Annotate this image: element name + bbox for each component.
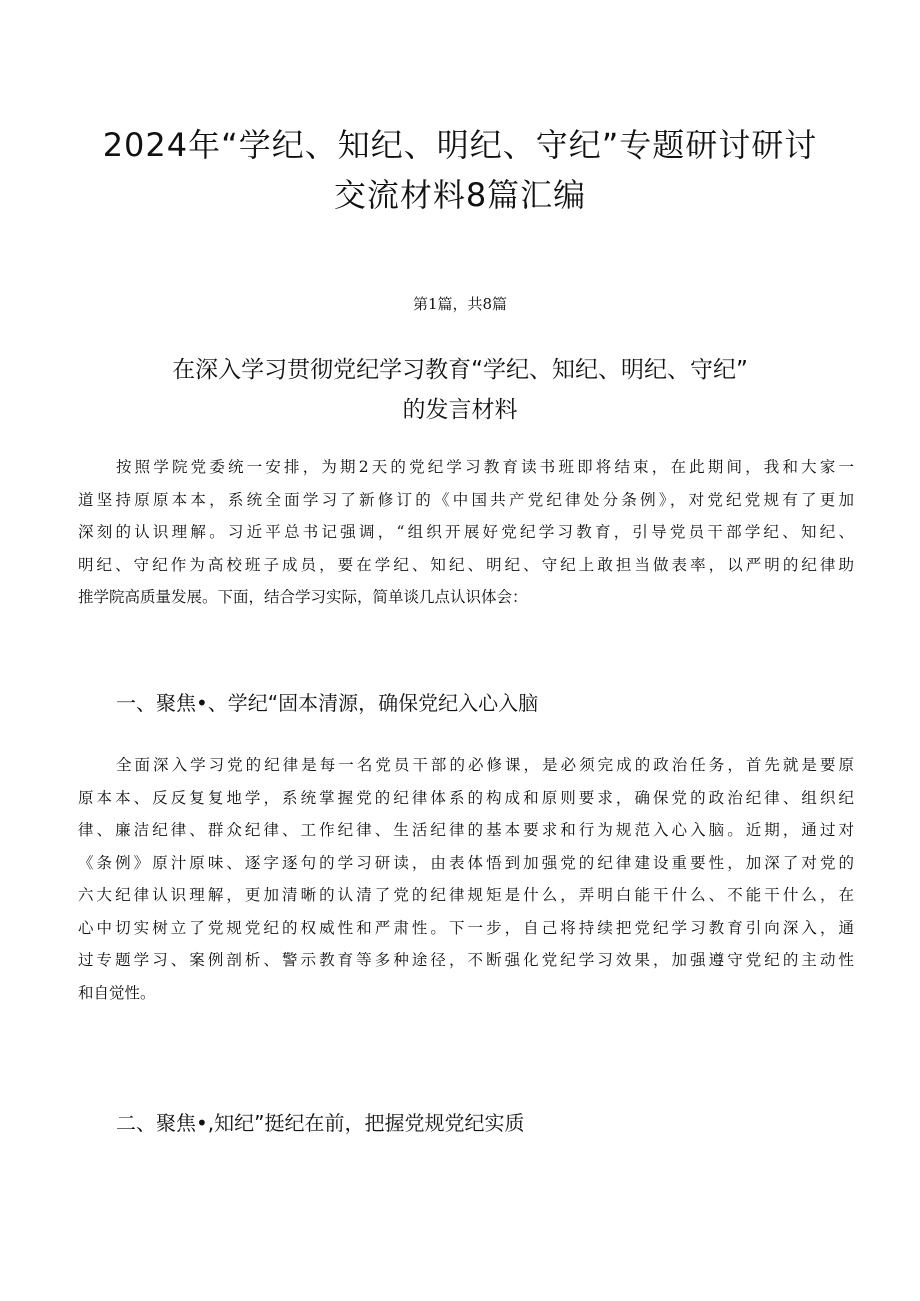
title-line-2: 交流材料8篇汇编 <box>333 176 587 214</box>
section-1-line-8: 和自觉性。 <box>78 983 156 1002</box>
section-1-line-5: 六大纪律认识理解，更加清晰的认清了党的纪律规矩是什么，弄明白能干什么、不能干什么，在 <box>78 886 854 904</box>
section-1-paragraph <box>78 749 854 1009</box>
section-1-line-6: 心中切实树立了党规党纪的权威性和严肃性。下一步，自己将持续把党纪学习教育引向深入，通 <box>78 918 854 937</box>
section-1-line-2: 原本本、反反复复地学，系统掌握党的纪律体系的构成和原则要求，确保党的政治纪律、组织纪 <box>78 788 854 807</box>
section-1-line-7: 过专题学习、案例剖析、警示教育等多种途径，不断强化党纪学习效果，加强遵守党纪的主动性 <box>78 951 854 969</box>
section-1-heading: 一、聚焦•、学纪“固本清源，确保党纪入心入脑 <box>116 691 539 715</box>
intro-line-5: 推学院高质量发展。下面，结合学习实际，简单谈几点认识体会： <box>78 588 528 606</box>
part-label: 第1篇，共8篇 <box>412 295 508 313</box>
article-subtitle <box>80 350 840 430</box>
intro-paragraph <box>78 451 854 614</box>
subtitle-line-1: 在深入学习贯彻党纪学习教育“学纪、知纪、明纪、守纪” <box>172 357 748 383</box>
section-1-line-1: 全面深入学习党的纪律是每一名党员干部的必修课，是必须完成的政治任务，首先就是要原 <box>116 756 854 774</box>
intro-line-1: 按照学院党委统一安排，为期2天的党纪学习教育读书班即将结束，在此期间，我和大家一 <box>116 458 854 476</box>
section-1-line-3: 律、廉洁纪律、群众纪律、工作纪律、生活纪律的基本要求和行为规范入心入脑。近期，通过对 <box>78 821 854 839</box>
intro-line-3: 深刻的认识理解。习近平总书记强调，“组织开展好党纪学习教育，引导党员干部学纪、知纪、 <box>78 523 854 541</box>
section-2-heading: 二、聚焦•,知纪”挺纪在前，把握党规党纪实质 <box>116 1111 525 1135</box>
subtitle-line-2: 的发言材料 <box>402 397 518 423</box>
intro-line-4: 明纪、守纪作为高校班子成员，要在学纪、知纪、明纪、守纪上敢担当做表率，以严明的纪律助 <box>78 555 854 574</box>
title-line-1: 2024年“学纪、知纪、明纪、守纪”专题研讨研讨 <box>102 126 818 164</box>
intro-line-2: 道坚持原原本本，系统全面学习了新修订的《中国共产党纪律处分条例》，对党纪党规有了更加 <box>78 490 854 509</box>
section-1-line-4: 《条例》原汁原味、逐字逐句的学习研读，由表体悟到加强党的纪律建设重要性，加深了对党的 <box>78 853 854 872</box>
document-title <box>60 120 860 220</box>
